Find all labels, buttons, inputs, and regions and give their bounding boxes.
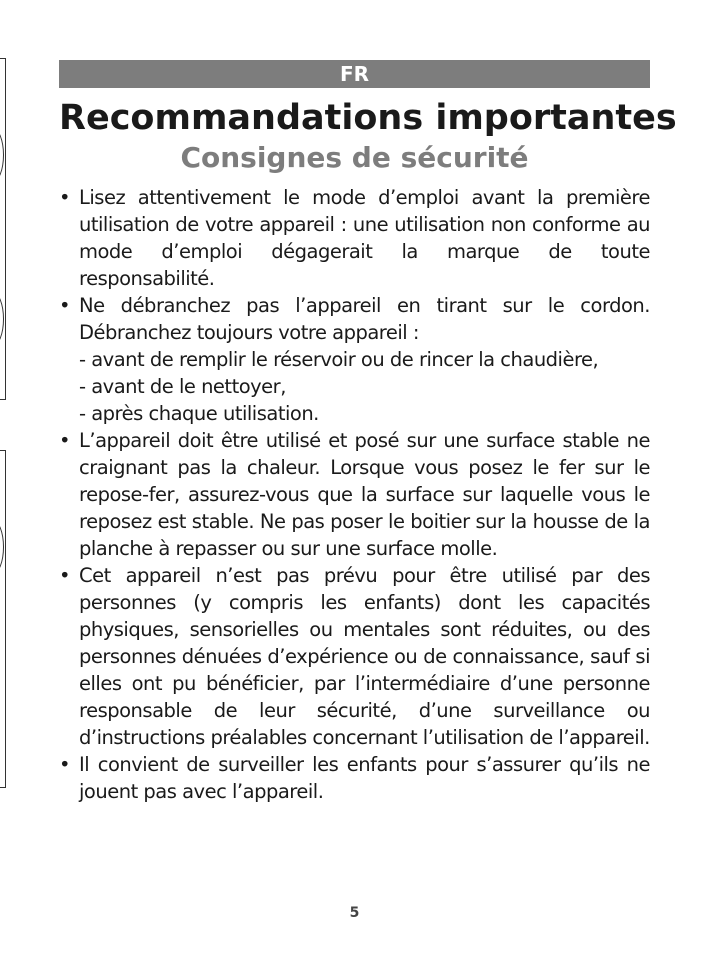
list-item-text: Lisez attentivement le mode d’emploi avant la première utilisation de votre appareil : une utilisation non conforme au mode d’emploi dégagerait la marque de toute responsabilité. (79, 186, 650, 290)
page-number: 5 (349, 905, 360, 921)
sub-item: - après chaque utilisation. (79, 402, 319, 425)
bullet-icon: • (59, 753, 71, 776)
list-item (59, 292, 650, 427)
bullet-icon: • (59, 564, 71, 587)
language-bar: FR (59, 60, 650, 88)
list-item (59, 427, 650, 562)
list-item (59, 751, 650, 805)
sub-item: - avant de le nettoyer, (79, 375, 286, 398)
list-item-text: Cet appareil n’est pas prévu pour être utilisé par des personnes (y compris les enfants) dont les capacités physiques, sensorielles ou mentales sont réduites, ou des personnes dénuées d’expérience ou de connaissance, sauf si elles ont pu bénéficier, par l’intermédiaire d’une personne responsable de leur sécurité, d’une surveillance ou d’instructions préalables concernant l’utilisation de l’appareil. (79, 564, 650, 749)
bullet-icon: • (59, 429, 71, 452)
sub-item: - avant de remplir le réservoir ou de rincer la chaudière, (79, 348, 599, 371)
list-item-text: L’appareil doit être utilisé et posé sur une surface stable ne craignant pas la chaleur. Lorsque vous posez le fer sur le repose-fer, assurez-vous que la surface sur laquelle vous le reposez est stable. Ne pas poser le boitier sur la housse de la planche à repasser ou sur une surface molle. (79, 429, 650, 560)
list-item (59, 184, 650, 292)
list-item (59, 562, 650, 751)
page-title: Recommandations importantes (59, 98, 677, 138)
left-edge-frame-top (0, 58, 6, 400)
list-item-text: Ne débranchez pas l’appareil en tirant sur le cordon. Débranchez toujours votre appareil : (79, 294, 650, 344)
left-edge-frame-bottom (0, 450, 6, 788)
safety-list (59, 184, 650, 805)
list-item-text: Il convient de surveiller les enfants pour s’assurer qu’ils ne jouent pas avec l’appareil. (79, 753, 650, 803)
page-subtitle: Consignes de sécurité (180, 141, 529, 174)
bullet-icon: • (59, 294, 71, 317)
bullet-icon: • (59, 186, 71, 209)
